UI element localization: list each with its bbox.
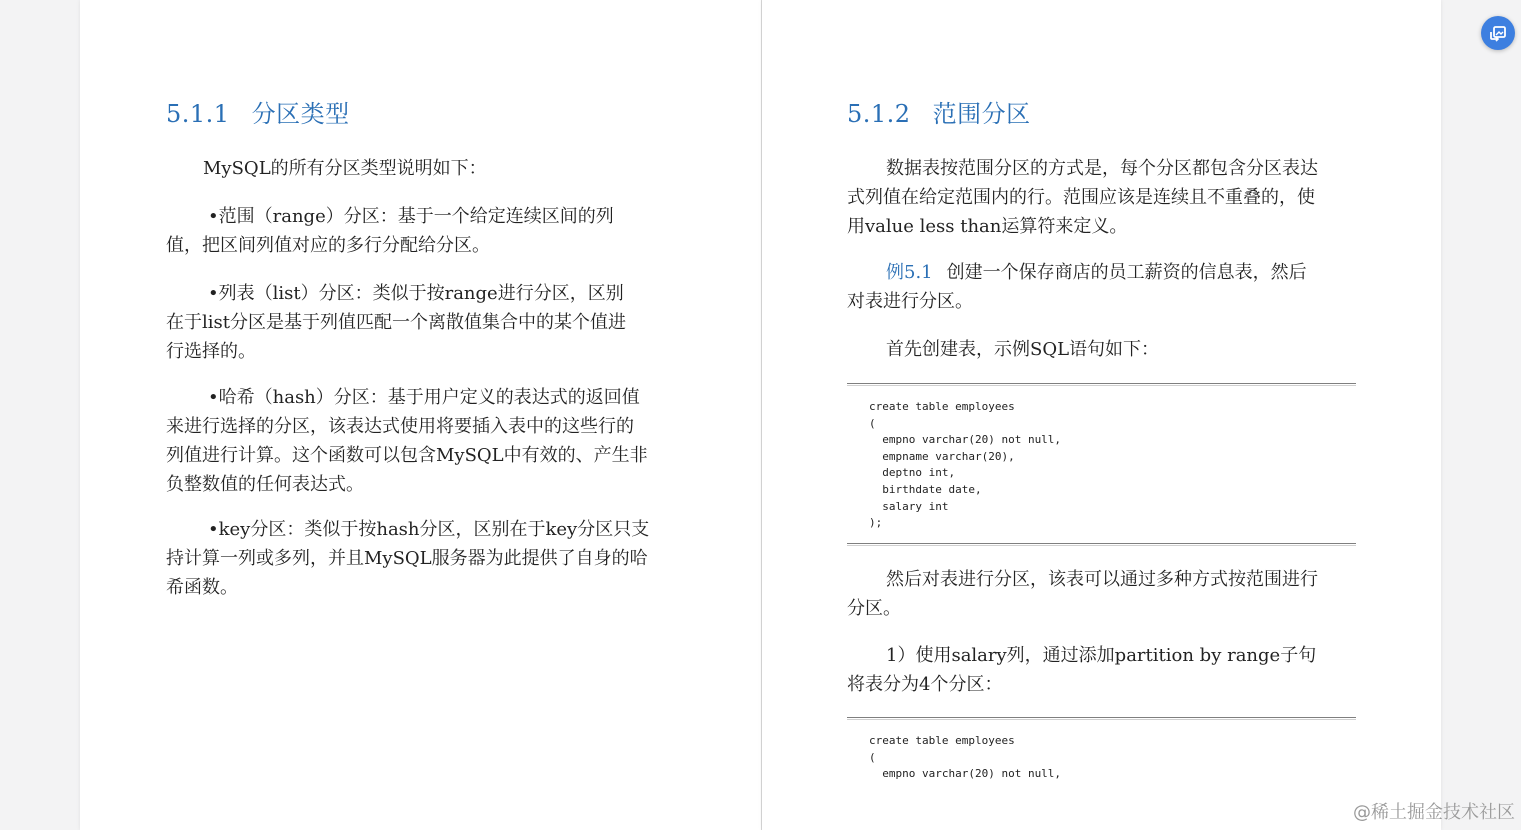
- paragraph-list: •列表（list）分区：类似于按range进行分区，区别 在于list分区是基于列值匹配一个离散值集合中的某个值进 行选择的。: [166, 283, 626, 362]
- document-page-right: [762, 0, 1441, 830]
- paragraph-step-partition: 然后对表进行分区，该表可以通过多种方式按范围进行 分区。: [847, 569, 1318, 619]
- example-reference: 例5.1: [886, 262, 933, 283]
- section-heading-5-1-1: [166, 94, 350, 129]
- code-line: );: [869, 516, 883, 530]
- heading-number: 5.1.1: [166, 100, 230, 128]
- code-line: deptno int,: [869, 466, 956, 480]
- paragraph-range: •范围（range）分区：基于一个给定连续区间的列 值，把区间列值对应的多行分配给分区。: [166, 206, 614, 256]
- floating-action-button[interactable]: [1481, 16, 1515, 50]
- document-page-left: [80, 0, 761, 830]
- code-line: (: [869, 750, 876, 764]
- heading-title: 分区类型: [251, 100, 350, 128]
- paragraph-example: [847, 258, 1357, 316]
- code-block-top-rule: [847, 383, 1356, 384]
- paragraph-intro: MySQL的所有分区类型说明如下：: [203, 158, 487, 179]
- code-block-bottom-rule: [847, 543, 1356, 544]
- image-translate-icon: [1488, 23, 1508, 43]
- code-line: birthdate date,: [869, 482, 982, 496]
- paragraph-key: •key分区：类似于按hash分区，区别在于key分区只支 持计算一列或多列，并且MySQL服务器为此提供了自身的哈 希函数。: [166, 519, 650, 598]
- code-block-create-table: [869, 399, 1061, 532]
- code-line: empno varchar(20) not null,: [869, 767, 1062, 781]
- example-text: 创建一个保存商店的员工薪资的信息表，然后 对表进行分区。: [847, 262, 1307, 312]
- code-line: create table employees: [869, 400, 1015, 413]
- code-line: (: [869, 416, 876, 430]
- paragraph-step-salary: 1）使用salary列，通过添加partition by range子句 将表分为4个分区：: [847, 645, 1317, 695]
- paragraph-step-create: 首先创建表，示例SQL语句如下：: [886, 339, 1160, 360]
- paragraph-hash: •哈希（hash）分区：基于用户定义的表达式的返回值 来进行选择的分区，该表达式使用将要插入表中的这些行的 列值进行计算。这个函数可以包含MySQL中有效的、产生非 负整数值的任何表达式。: [166, 387, 648, 495]
- code-line: empname varchar(20),: [869, 449, 1015, 463]
- code-block-partition: [869, 733, 1061, 783]
- section-heading-5-1-2: [847, 94, 1031, 129]
- code-line: empno varchar(20) not null,: [869, 433, 1062, 447]
- code-line: salary int: [869, 499, 949, 513]
- code-line: create table employees: [869, 734, 1015, 747]
- heading-number: 5.1.2: [847, 100, 911, 128]
- watermark-text: @稀土掘金技术社区: [1353, 802, 1515, 823]
- paragraph-range-intro: 数据表按范围分区的方式是，每个分区都包含分区表达 式列值在给定范围内的行。范围应该是连续且不重叠的，使 用value less than运算符来定义。: [847, 158, 1318, 237]
- heading-title: 范围分区: [932, 100, 1031, 128]
- code-block-2-top-rule: [847, 717, 1356, 718]
